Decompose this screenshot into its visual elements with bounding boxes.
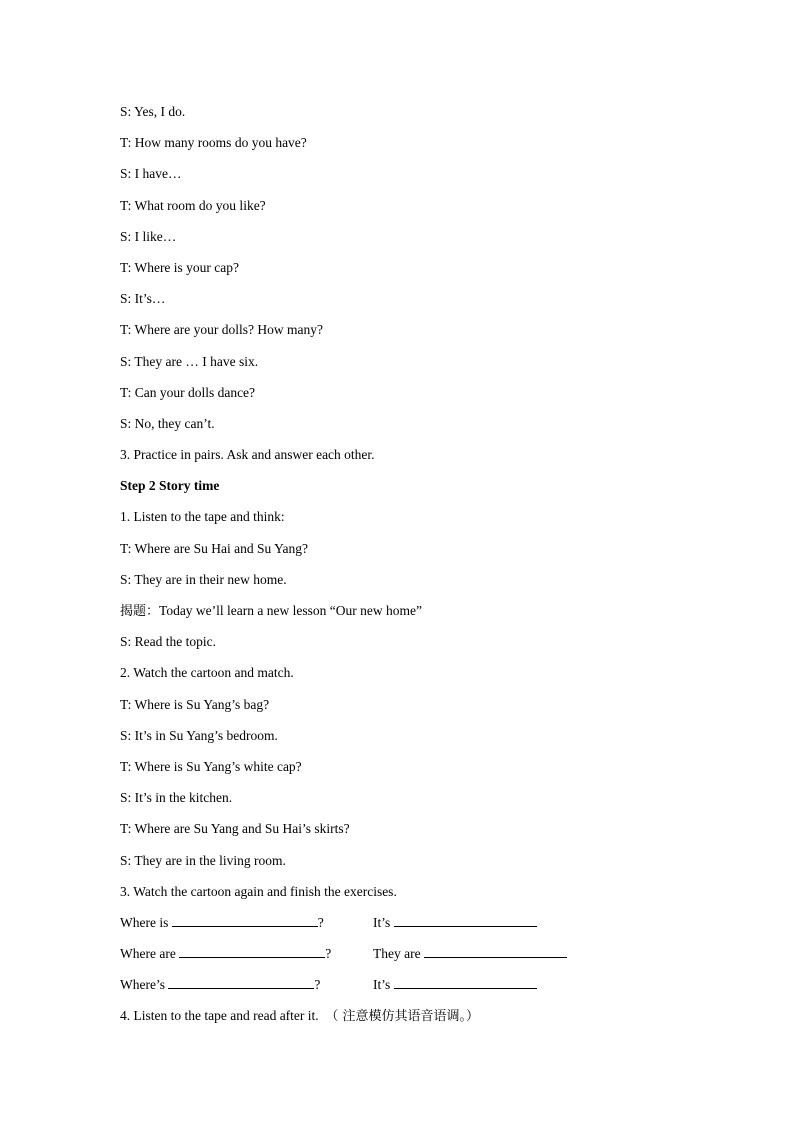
exercise-row	[120, 974, 740, 1005]
final-instruction: 4. Listen to the tape and read after it.	[120, 1008, 319, 1024]
dialogue-line: T: Can your dolls dance?	[120, 384, 256, 400]
instruction-line	[120, 1005, 740, 1036]
fill-blank[interactable]	[172, 912, 318, 927]
fill-blank[interactable]	[394, 974, 537, 989]
dialogue-line: T: How many rooms do you have?	[120, 135, 307, 151]
exercise-question: Where are ?	[120, 943, 373, 965]
instruction-line: 3. Watch the cartoon again and finish the exercises.	[120, 883, 397, 899]
dialogue-line: S: I have…	[120, 166, 182, 182]
dialogue-line: T: Where are Su Hai and Su Yang?	[120, 540, 309, 556]
topic-line	[120, 600, 740, 631]
instruction-line: 2. Watch the cartoon and match.	[120, 665, 294, 681]
final-note: （ 注意模仿其语音语调。）	[325, 1009, 480, 1025]
dialogue-line: S: They are in the living room.	[120, 852, 286, 868]
dialogue-line: S: I like…	[120, 228, 177, 244]
instruction-line: 3. Practice in pairs. Ask and answer each other.	[120, 447, 375, 463]
step2-heading: Step 2 Story time	[120, 478, 220, 494]
dialogue-line: T: Where are your dolls? How many?	[120, 322, 324, 338]
exercise-question: Where’s ?	[120, 974, 373, 996]
dialogue-line: T: Where is your cap?	[120, 259, 240, 275]
topic-text: Today we’ll learn a new lesson “Our new home”	[159, 603, 422, 618]
fill-blank[interactable]	[394, 912, 537, 927]
exercise-row	[120, 943, 740, 974]
dialogue-line: T: Where is Su Yang’s bag?	[120, 696, 270, 712]
exercise-answer: It’s	[373, 977, 537, 992]
dialogue-line: S: They are in their new home.	[120, 571, 287, 587]
dialogue-line: T: Where is Su Yang’s white cap?	[120, 758, 302, 774]
dialogue-line: S: It’s…	[120, 291, 166, 307]
dialogue-line: S: Yes, I do.	[120, 104, 186, 119]
exercise-row	[120, 912, 740, 943]
fill-blank[interactable]	[168, 974, 314, 989]
dialogue-line: T: What room do you like?	[120, 197, 266, 213]
dialogue-line: S: It’s in the kitchen.	[120, 790, 233, 806]
document-page	[120, 101, 740, 1037]
fill-blank[interactable]	[179, 943, 325, 958]
topic-label: 揭题：	[120, 604, 160, 619]
fill-blank[interactable]	[424, 943, 567, 958]
dialogue-line: S: They are … I have six.	[120, 353, 259, 369]
instruction-line: 1. Listen to the tape and think:	[120, 509, 285, 525]
exercise-question: Where is ?	[120, 912, 373, 934]
exercise-answer: They are	[373, 946, 567, 961]
dialogue-line: T: Where are Su Yang and Su Hai’s skirts?	[120, 821, 350, 837]
exercise-answer: It’s	[373, 915, 537, 930]
dialogue-line: S: It’s in Su Yang’s bedroom.	[120, 727, 278, 743]
dialogue-line: S: No, they can’t.	[120, 415, 215, 431]
dialogue-line: S: Read the topic.	[120, 634, 216, 650]
